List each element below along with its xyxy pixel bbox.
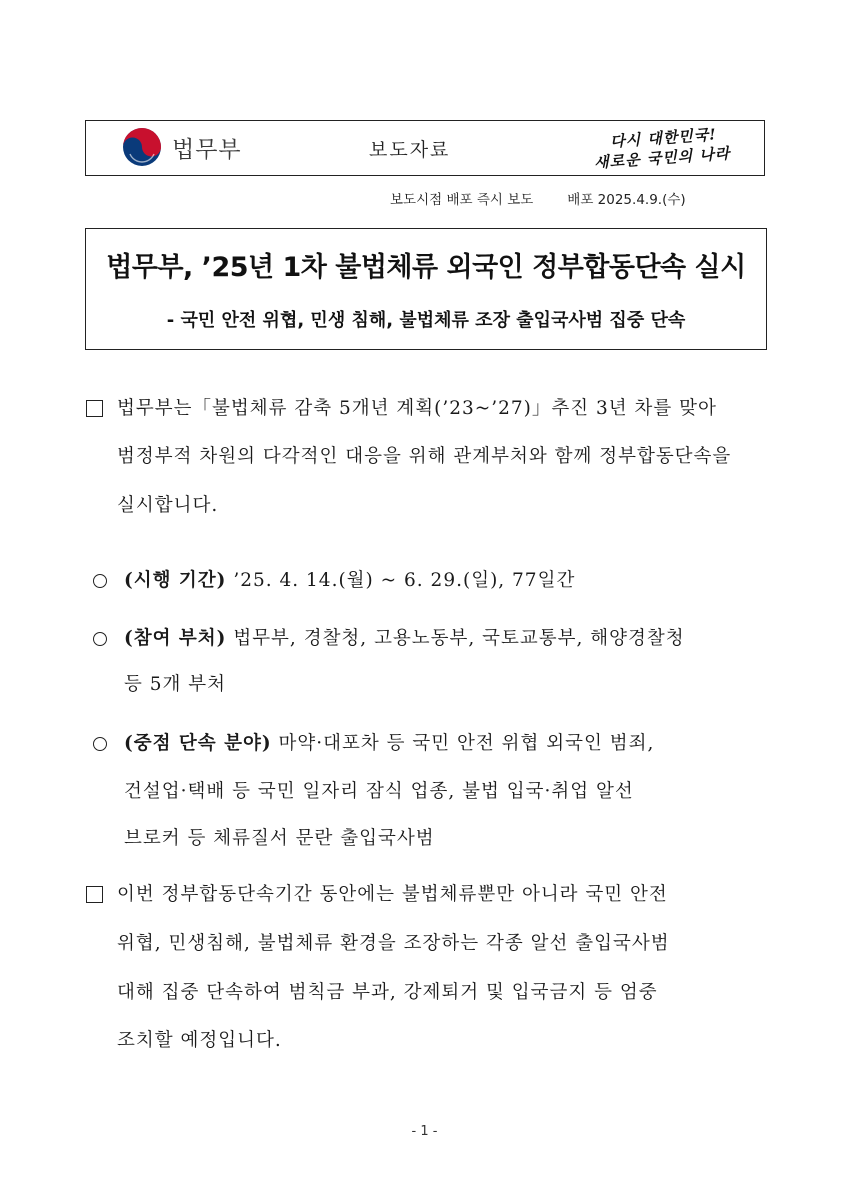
focus-areas-label: (중점 단속 분야) [124,733,272,754]
paragraph-1-line-1: 법무부는「불법체류 감축 5개년 계획(’23~’27)」추진 3년 차를 맞아 [117,398,717,419]
paragraph-2-line-2: 위협, 민생침해, 불법체류 환경을 조장하는 각종 알선 출입국사범 [117,933,670,954]
square-bullet-icon [86,400,103,417]
headline: 법무부, ’25년 1차 불법체류 외국인 정부합동단속 실시 [106,252,746,283]
square-bullet-icon [86,886,103,903]
focus-areas-item [124,729,654,755]
page-number: - 1 - [411,1124,438,1139]
ministry-emblem-icon [122,127,162,167]
release-timing: 보도시점 배포 즉시 보도 [390,192,534,208]
subheadline: - 국민 안전 위협, 민생 침해, 불법체류 조장 출입국사범 집중 단속 [166,310,686,331]
release-date: 배포 2025.4.9.(수) [567,192,686,208]
circle-bullet-icon [93,737,107,751]
schedule-text: ’25. 4. 14.(월) ~ 6. 29.(일), 77일간 [226,570,576,591]
schedule-item [124,566,575,592]
release-info [390,188,686,208]
focus-areas-line-3: 브로커 등 체류질서 문란 출입국사범 [124,828,435,849]
focus-areas-text: 마약·대포차 등 국민 안전 위협 외국인 범죄, [271,733,655,754]
slogan-line-1: 다시 대한민국! [609,125,718,151]
schedule-label: (시행 기간) [124,570,227,591]
document-type-label: 보도자료 [369,139,451,161]
agencies-item [124,624,685,650]
paragraph-2-line-1: 이번 정부합동단속기간 동안에는 불법체류뿐만 아니라 국민 안전 [117,884,668,905]
slogan-signature [592,125,742,171]
circle-bullet-icon [93,632,107,646]
agencies-label: (참여 부처) [124,628,227,649]
slogan-line-2: 새로운 국민의 나라 [593,144,731,172]
focus-areas-line-2: 건설업·택배 등 국민 일자리 잠식 업종, 불법 입국·취업 알선 [124,781,634,802]
title-box [85,228,767,350]
ministry-name: 법무부 [172,137,242,163]
header-box [85,120,765,176]
paragraph-2-line-3: 대해 집중 단속하여 범칙금 부과, 강제퇴거 및 입국금지 등 엄중 [117,982,658,1003]
agencies-line-2: 등 5개 부처 [124,674,227,695]
circle-bullet-icon [93,574,107,588]
paragraph-1-line-3: 실시합니다. [117,495,219,516]
paragraph-2-line-4: 조치할 예정입니다. [117,1030,282,1051]
paragraph-1-line-2: 범정부적 차원의 다각적인 대응을 위해 관계부처와 함께 정부합동단속을 [117,446,732,467]
agencies-text: 법무부, 경찰청, 고용노동부, 국토교통부, 해양경찰청 [226,628,685,649]
